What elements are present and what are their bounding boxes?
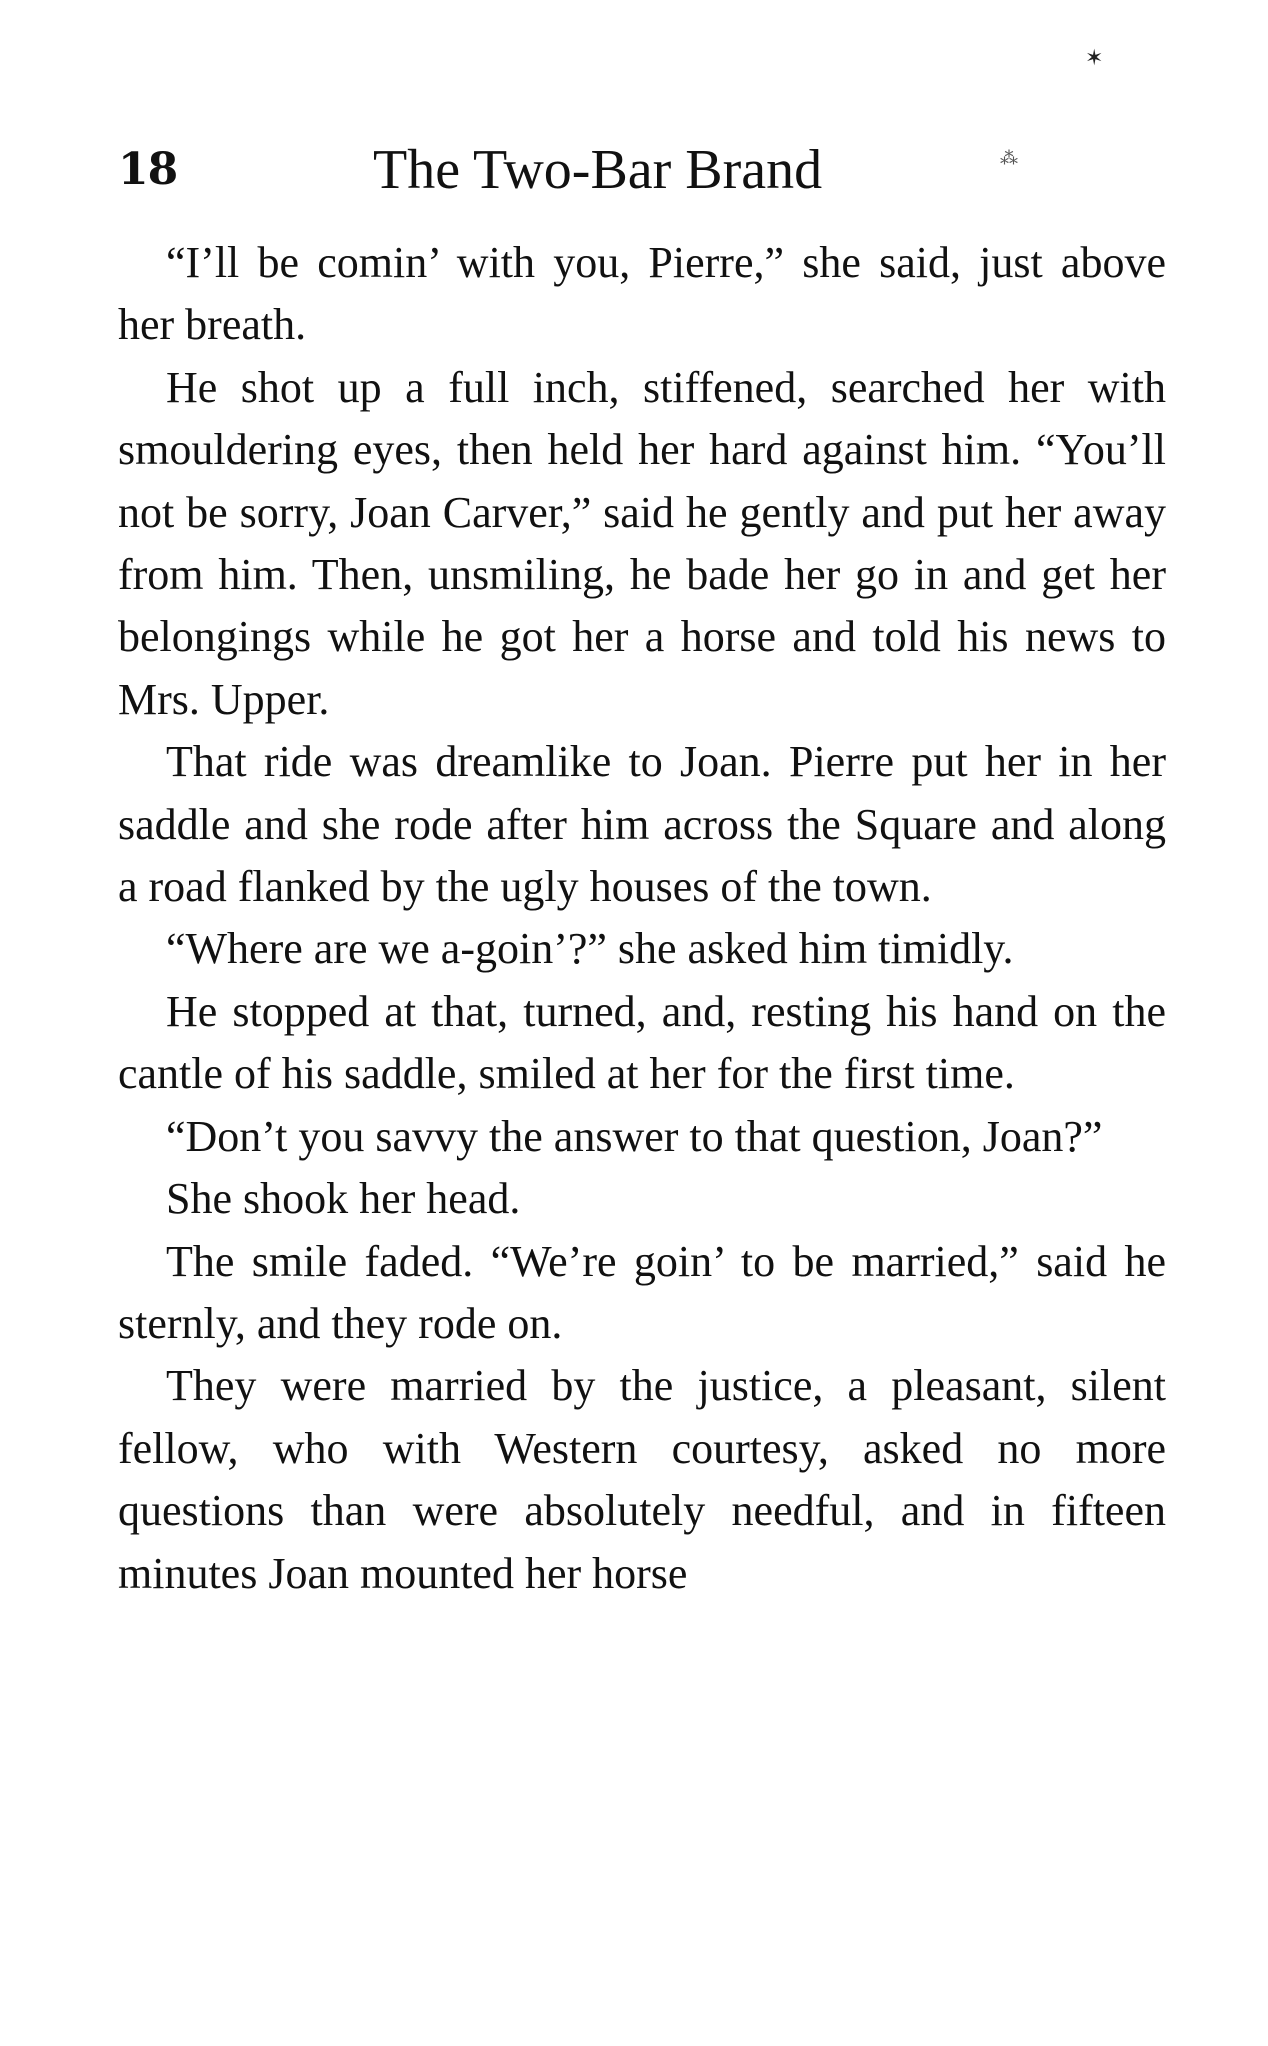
paragraph: He shot up a full inch, stiffened, searched her with smouldering eyes, then held her hard against him. “You’ll not be sorry, Joan Carver,” said he gently and put her away from him. Then, unsmiling, he bade her go in and get her belongings while he got her a horse and told his news to Mrs. Upper. [118, 362, 1166, 724]
running-title: The Two-Bar Brand [373, 139, 823, 201]
paragraph: That ride was dreamlike to Joan. Pierre put her in her saddle and she rode after him across the Square and along a road flanked by the ugly houses of the town. [118, 737, 1166, 912]
paragraph: “Where are we a-goin’?” she asked him timidly. [166, 924, 1014, 974]
ink-speck-mark: ✶ [1085, 46, 1104, 71]
page-number: 18 [118, 144, 178, 195]
paragraph: She shook her head. [166, 1174, 521, 1224]
paragraph: They were married by the justice, a pleasant, silent fellow, who with Western courtesy, asked no more questions than were absolutely needful, and in fifteen minutes Joan mounted her horse [118, 1361, 1166, 1598]
paragraph: “Don’t you savvy the answer to that question, Joan?” [166, 1111, 1103, 1161]
paragraph: The smile faded. “We’re goin’ to be married,” said he sternly, and they rode on. [118, 1236, 1166, 1348]
ink-speck-mark: ⁂ [1000, 148, 1018, 169]
paragraph: He stopped at that, turned, and, resting his hand on the cantle of his saddle, smiled at her for the first time. [118, 986, 1166, 1099]
paragraph: “I’ll be comin’ with you, Pierre,” she said, just above her breath. [118, 238, 1166, 350]
page-header [118, 138, 1118, 208]
body-text [118, 232, 1166, 1605]
